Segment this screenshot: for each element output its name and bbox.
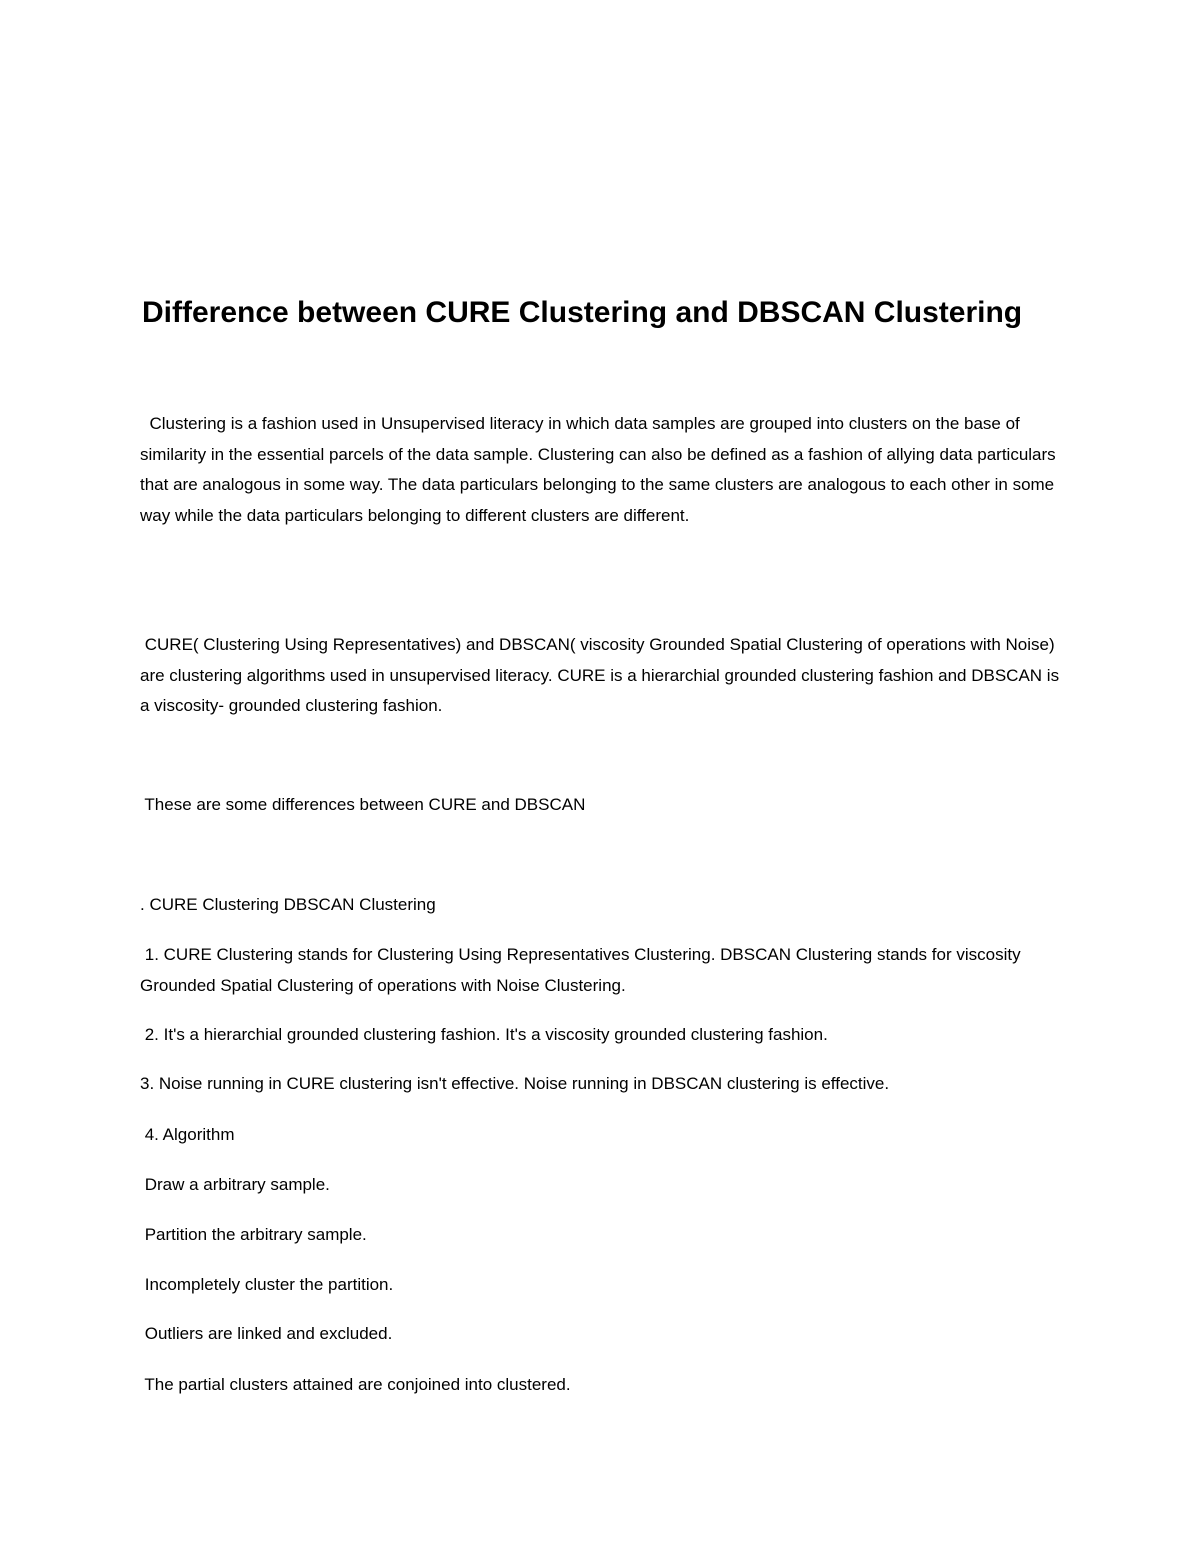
algorithm-step: The partial clusters attained are conjoined into clustered. <box>140 1375 571 1394</box>
document-title: Difference between CURE Clustering and DBSCAN Clustering <box>142 296 1023 329</box>
difference-point-4: 4. Algorithm <box>140 1125 235 1144</box>
intro-paragraph: Clustering is a fashion used in Unsupervised literacy in which data samples are grouped into clusters on the base of similarity in the essential parcels of the data sample. Clustering can also be defined as a fashion of allying data particulars that are analogous in some way. The data particulars belonging to the same clusters are analogous to each other in some way while the data particulars belonging to different clusters are different. <box>140 414 1061 525</box>
differences-intro: These are some differences between CURE and DBSCAN <box>140 795 586 814</box>
algorithm-step: Draw a arbitrary sample. <box>140 1175 330 1194</box>
difference-point-1: 1. CURE Clustering stands for Clustering Using Representatives Clustering. DBSCAN Clustering stands for viscosity Grounded Spatial Clustering of operations with Noise Clustering. <box>140 945 1026 995</box>
difference-point-3: 3. Noise running in CURE clustering isn't effective. Noise running in DBSCAN clustering is effective. <box>140 1074 890 1093</box>
algorithm-step: Incompletely cluster the partition. <box>140 1275 394 1294</box>
algorithm-step: Outliers are linked and excluded. <box>140 1324 393 1343</box>
definition-paragraph: CURE( Clustering Using Representatives) and DBSCAN( viscosity Grounded Spatial Clustering of operations with Noise) are clustering algorithms used in unsupervised literacy. CURE is a hierarchial grounded clustering fashion and DBSCAN is a viscosity- grounded clustering fashion. <box>140 635 1064 715</box>
algorithm-step: Partition the arbitrary sample. <box>140 1225 367 1244</box>
difference-point-2: 2. It's a hierarchial grounded clustering fashion. It's a viscosity grounded clustering fashion. <box>140 1025 828 1044</box>
comparison-header: . CURE Clustering DBSCAN Clustering <box>140 895 436 914</box>
